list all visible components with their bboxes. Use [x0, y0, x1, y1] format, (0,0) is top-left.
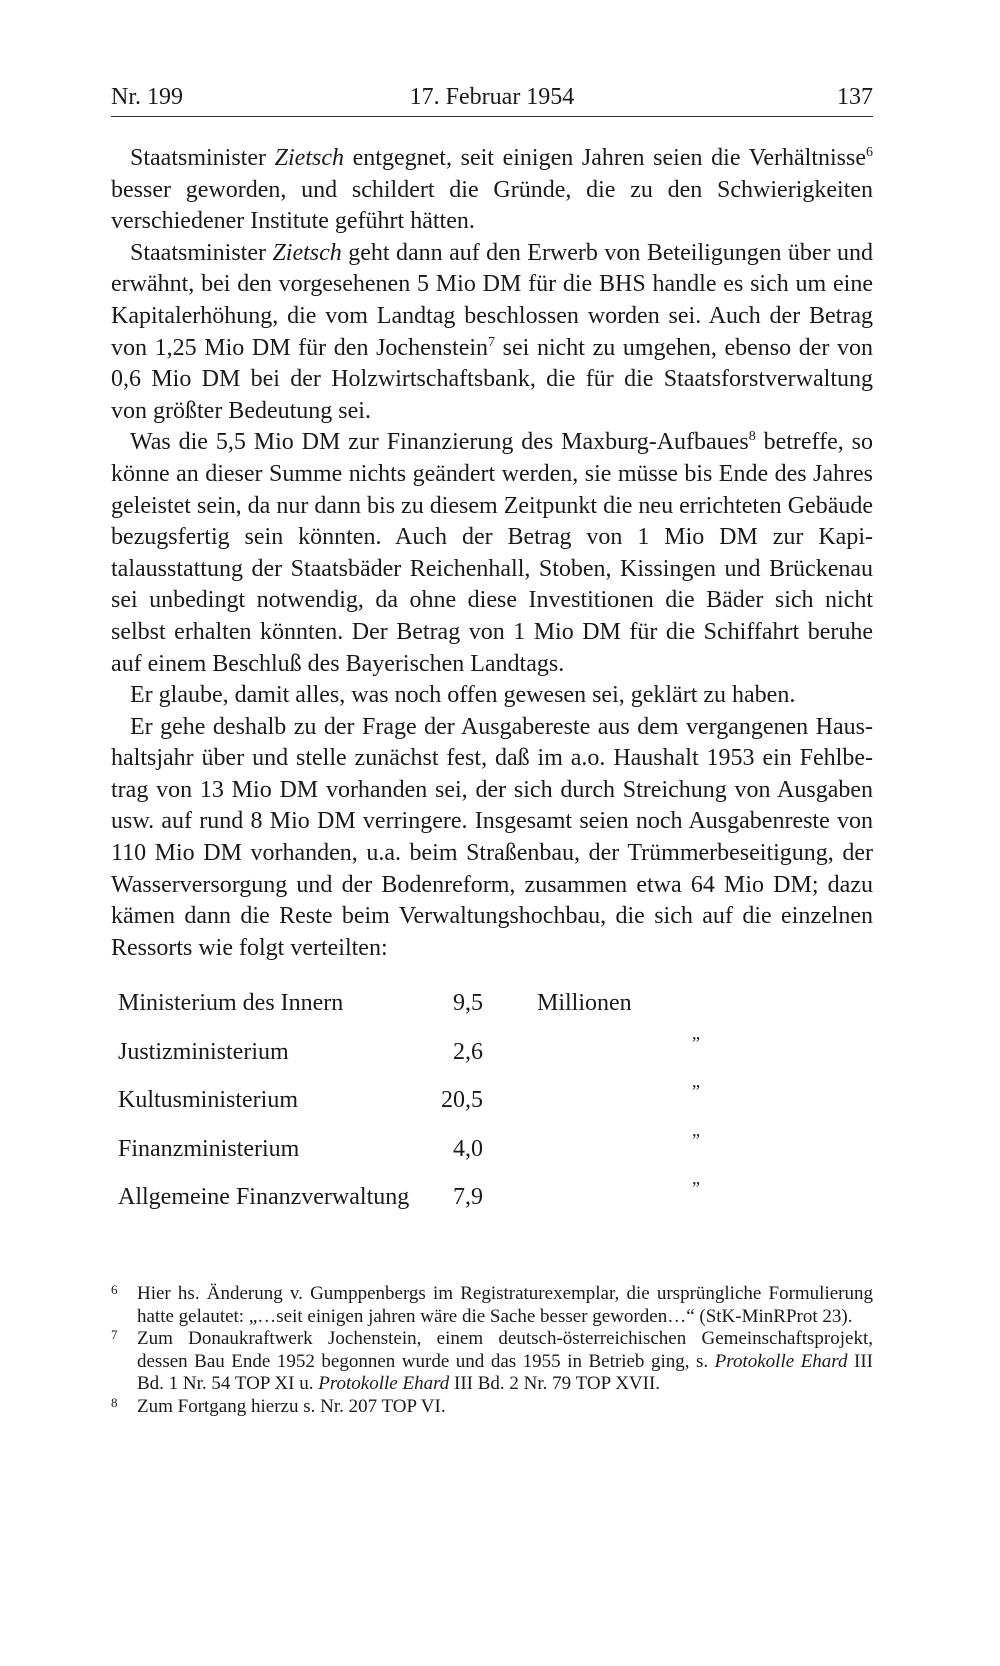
- text-run: besser geworden, und schildert die Gründe, die zu den Schwierigkeiten verschiedener Institute geführt hätten.: [111, 176, 873, 235]
- text-run: geht dann auf den Erwerb von Beteiligungen über und erwähnt, bei den vorgesehenen 5 Mio DM für die BHS handle es sich um eine Kapitalerhöhung, die vom Landtag beschlossen worden sei. Auch der Betrag von 1,25 Mio DM für den Jochenstein: [111, 239, 873, 361]
- ditto-mark: ”: [692, 1032, 700, 1053]
- paragraph: [111, 143, 873, 238]
- text-run: III Bd. 1 Nr. 54 TOP XI u.: [137, 1350, 874, 1395]
- footnote-ref: 7: [488, 334, 496, 350]
- table-row: [118, 1178, 718, 1233]
- text-run: Hier hs. Änderung v. Gumppenbergs im Registraturexemplar, die ursprüngliche Formulierung hatte gelautet: „…seit einigen jahren wäre die Sache besser geworden…“ (StK-MinRProt 23).: [137, 1283, 873, 1327]
- text-run: Was die 5,5 Mio DM zur Finanzierung des Maxburg-Aufbaues: [130, 429, 749, 456]
- italic-text: Protokolle Ehard: [318, 1373, 450, 1395]
- italic-text: Zietsch: [274, 145, 344, 171]
- ditto-mark: ”: [692, 1081, 700, 1101]
- ditto-mark: ”: [692, 1178, 700, 1198]
- table-row: [118, 1032, 718, 1088]
- ministry-name: Finanzministerium: [118, 1135, 300, 1162]
- footnote-number: 6: [111, 1282, 118, 1297]
- footnote-ref: 6: [866, 145, 874, 160]
- paragraph: [111, 712, 873, 965]
- paragraph: [111, 680, 873, 712]
- text-run: Er glaube, damit alles, was noch offen gewesen sei, geklärt zu haben.: [130, 682, 796, 709]
- amount-value: 2,6: [453, 1038, 483, 1065]
- ministry-name: Allgemeine Finanzverwaltung: [118, 1184, 410, 1210]
- table-row: [118, 1081, 718, 1136]
- text-run: Zum Fortgang hierzu s. Nr. 207 TOP VI.: [137, 1395, 446, 1417]
- footnote: [111, 1328, 873, 1396]
- text-run: Staatsminister: [130, 239, 273, 266]
- paragraph: [111, 238, 873, 428]
- footnotes: [111, 1283, 873, 1419]
- italic-text: Protokolle Ehard: [714, 1350, 848, 1372]
- amount-value: 9,5: [453, 990, 483, 1016]
- text-run: Staatsminister: [130, 145, 275, 171]
- document-number: Nr. 199: [111, 84, 183, 110]
- header-rule: [111, 116, 873, 117]
- amount-value: 4,0: [453, 1135, 483, 1162]
- text-run: Zum Donaukraftwerk Jochenstein, einem deutsch-österreichischen Gemeinschaftsprojekt, dessen Bau Ende 1952 begonnen wurde und das 1955 in Betrieb ging, s.: [137, 1328, 873, 1372]
- ministry-name: Kultusministerium: [118, 1087, 298, 1113]
- ministry-name: Justizministerium: [118, 1038, 289, 1065]
- amount-value: 20,5: [441, 1087, 483, 1113]
- text-run: entgegnet, seit einigen Jahren seien die Verhältnisse: [343, 145, 867, 171]
- text-run: sei nicht zu umgehen, ebenso der von 0,6 Mio DM bei der Holzwirtschaftsbank, die für die Staatsforstverwaltung von größter Bedeutung sei.: [111, 334, 873, 424]
- amount-unit: Millionen: [537, 990, 632, 1016]
- text-run: Er gehe deshalb zu der Frage der Ausgabereste aus dem vergangenen Haushaltsjahr über und stelle zunächst fest, daß im a.o. Haushalt 1953 ein Fehlbetrag von 13 Mio DM vorhanden sei, der sich durch Streichung von Ausgaben usw. auf rund 8 Mio DM verringere. Insgesamt seien noch Ausgabenreste von 110 Mio DM vorhanden, u.a. beim Straßenbau, der Trümmerbeseitigung, der Wasserversorgung und der Bodenreform, zusammen etwa 64 Mio DM; dazu kämen dann die Reste beim Verwaltungshochbau, die sich auf die einzelnen Ressorts wie folgt verteilten:: [111, 713, 873, 961]
- amount-value: 7,9: [453, 1184, 483, 1210]
- expenditure-table: [118, 990, 718, 1233]
- ministry-name: Ministerium des Innern: [118, 990, 344, 1016]
- ditto-mark: ”: [692, 1129, 700, 1150]
- footnote-number: 8: [111, 1394, 118, 1410]
- page-number: 137: [837, 84, 873, 110]
- italic-text: Zietsch: [272, 239, 342, 266]
- paragraph: [111, 427, 873, 680]
- running-header: [111, 84, 873, 118]
- body-text: [111, 143, 873, 964]
- text-run: III Bd. 2 Nr. 79 TOP XVII.: [449, 1373, 661, 1395]
- footnote-ref: 8: [748, 429, 756, 445]
- table-row: [118, 990, 718, 1039]
- footnote: [111, 1396, 873, 1419]
- footnote: [111, 1283, 873, 1328]
- table-row: [118, 1129, 718, 1185]
- header-date: 17. Februar 1954: [409, 84, 575, 110]
- text-run: betreffe, so könne an dieser Summe nichts geändert werden, sie müsse bis Ende des Jahres geleistet sein, da nur dann bis zu diesem Zeitpunkt die neu errichteten Gebäude bezugsfertig sein könnten. Auch der Betrag von 1 Mio DM zur Kapitalausstattung der Staatsbäder Reichenhall, Stoben, Kissingen und Brückenau sei unbedingt notwendig, da ohne diese Investitionen die Bäder sich nicht selbst erhalten könnten. Der Betrag von 1 Mio DM für die Schiffahrt beruhe auf einem Beschluß des Bayerischen Landtags.: [111, 429, 873, 677]
- footnote-number: 7: [111, 1327, 118, 1343]
